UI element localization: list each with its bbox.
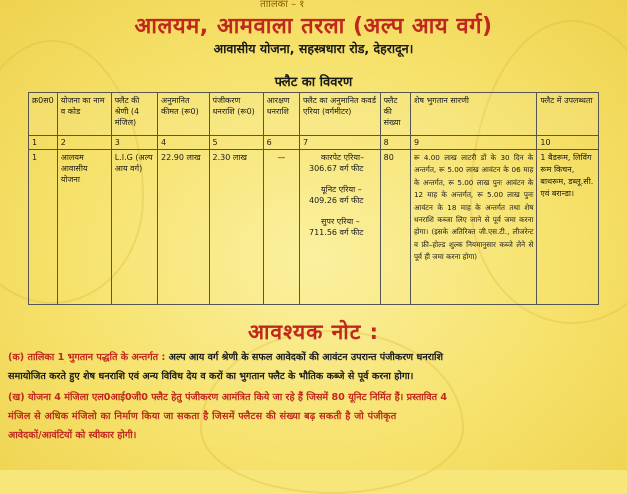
note-a-line2: समायोजित करते हुए शेष धनराशि एवं अन्य विविध देय व करों का भुगतान फ्लैट के भौतिक कब्जे से पूर्व करना होगा।	[8, 371, 414, 382]
header-cell: फ्लैट की श्रेणी (4 मंजिल)	[111, 93, 157, 136]
column-number: 8	[380, 136, 410, 150]
flat-facilities: 1 बैडरूम, लिविंग रूम किचन, बाथरूम, डब्लू.सी. एवं बरान्डा।	[537, 150, 599, 305]
note-a-text: अल्प आय वर्ग श्रेणी के सफल आवेदकों की आवंटन उपरान्त पंजीकरण धनराशि	[165, 352, 444, 363]
note-a	[8, 349, 620, 367]
note-b-line3: आवेदकों/आवंटियों को स्वीकार होगी।	[8, 430, 137, 441]
column-number: 1	[29, 136, 58, 150]
header-cell: अनुमानित कीमत (रू0)	[158, 93, 209, 136]
column-number: 2	[57, 136, 111, 150]
estimated-price: 22.90 लाख	[158, 150, 209, 305]
super-area-label: सुपर एरिया –	[321, 217, 360, 226]
unit-area-label: यूनिट एरिया –	[321, 185, 362, 194]
page-subtitle: आवासीय योजना, सहस्त्रधारा रोड, देहरादून।	[213, 41, 414, 56]
section-title: फ्लैट का विवरण	[274, 75, 353, 90]
column-number: 10	[537, 136, 599, 150]
page-title: आलयम, आमवाला तरला (अल्प आय वर्ग)	[134, 14, 493, 39]
note-b-line1: (ख) योजना 4 मंजिला एल0आई0जी0 फ्लैट हेतु पंजीकरण आमंत्रित किये जा रहे हैं जिसमें 80 यूनिट निर्मित हैं। प्रस्तावित 4	[8, 392, 448, 403]
note-b-line2: मंजिल से अधिक मंजिलो का निर्माण किया जा सकता है जिसमें फ्लैटस की संख्या बढ़ सकती है जो पंजीकृत	[8, 411, 397, 422]
column-number: 3	[111, 136, 157, 150]
unit-area-value: 409.26 वर्ग फीट	[309, 196, 364, 205]
column-number: 4	[158, 136, 209, 150]
flat-category: L.I.G (अल्प आय वर्ग)	[111, 150, 157, 305]
column-number: 6	[263, 136, 299, 150]
note-a-prefix: (क) तालिका 1 भुगतान पद्धति के अन्तर्गत :	[8, 352, 166, 363]
table-header-row	[29, 93, 599, 136]
payment-schedule: रू 4.00 लाख लाटरी डों के 30 दिन के अन्तर्गत, रू 5.00 लाख आवंटन के 06 माह के अन्तर्गत, रू 5.00 लाख पुनः आवंटन के 12 माह के अन्तर्गत, रू 5.00 लाख पुनः आवंटन के 18 माह के अन्तर्गत तथा शेष धनराशि कब्जा लिए जाने से पूर्व जमा करना होगा। (इसके अतिरिक्त जी.एस.टी., लीजरेन्ट व फ्री–होल्ड शुल्क नियमानुसार कब्जे लेने से पूर्व ही जमा करना होगा)	[410, 150, 536, 305]
notes-heading: आवश्यक नोट :	[247, 320, 380, 344]
header-cell: शेष भुगतान सारणी	[410, 93, 536, 136]
scheme-name: आलयम आवासीय योजना	[57, 150, 111, 305]
reservation-amount: —	[263, 150, 299, 305]
flat-count: 80	[380, 150, 410, 305]
table-number-row	[29, 136, 599, 150]
super-area-value: 711.56 वर्ग फीट	[309, 228, 364, 237]
registration-amount: 2.30 लाख	[209, 150, 263, 305]
covered-area	[300, 150, 381, 305]
header-cell: आरक्षण धनराशि	[263, 93, 299, 136]
table-row	[29, 150, 599, 305]
header-cell: फ्लैट की संख्या	[380, 93, 410, 136]
flat-details-table	[28, 92, 599, 305]
header-cell: पंजीकरण धनराशि (रू0)	[209, 93, 263, 136]
table-caption-cut: ताालका – १	[260, 0, 305, 10]
header-cell: क्र0स0	[29, 93, 58, 136]
column-number: 9	[410, 136, 536, 150]
carpet-area-label: कारपेट एरिया–	[321, 153, 365, 162]
serial-number: 1	[29, 150, 58, 305]
header-cell: योजना का नाम व कोड	[57, 93, 111, 136]
header-cell: फ्लैट में उपलब्धता	[537, 93, 599, 136]
column-number: 7	[300, 136, 381, 150]
column-number: 5	[209, 136, 263, 150]
carpet-area-value: 306.67 वर्ग फीट	[309, 164, 364, 173]
header-cell: फ्लैट का अनुमानित कवर्ड एरिया (वर्गमीटर)	[300, 93, 381, 136]
